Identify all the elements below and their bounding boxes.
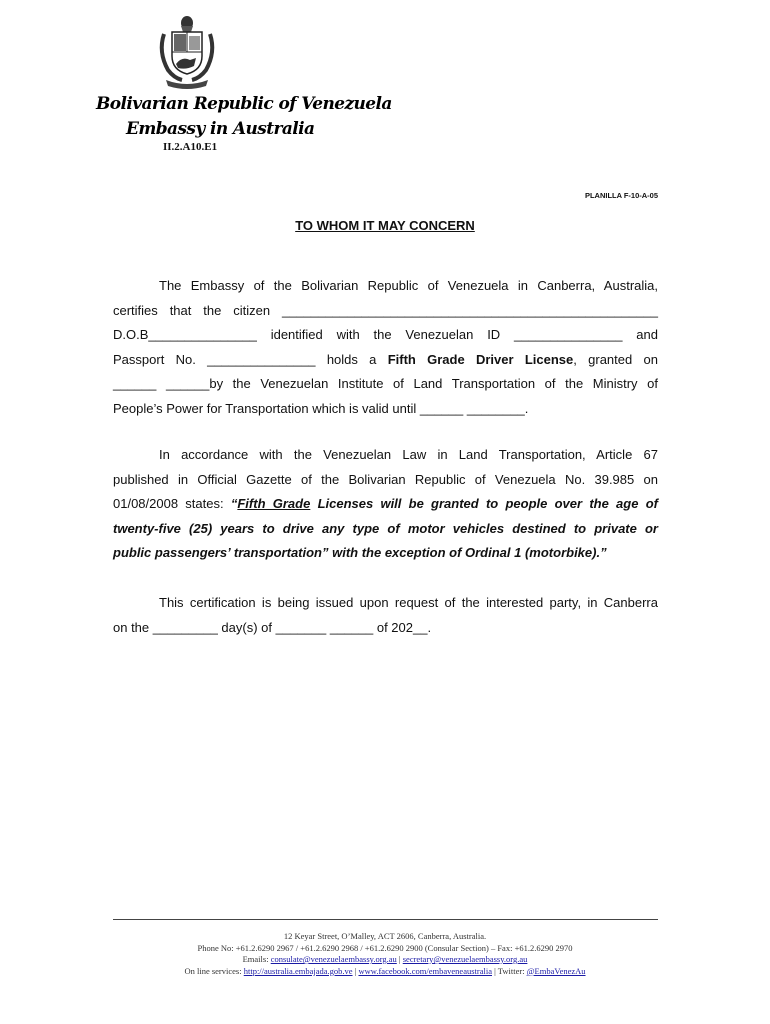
reference-code: II.2.A10.E1 [163,141,218,153]
twitter-label: | Twitter: [492,965,527,976]
document-title: TO WHOM IT MAY CONCERN [295,218,475,233]
text-line: The Embassy of the Bolivarian Republic of Venezuela in Canberra, Australia, [159,278,658,293]
text-line [113,348,658,373]
quote-mark: “ [230,496,238,511]
text-span: certifies that the citizen [113,302,271,318]
footer-phones: Phone No: +61.2.6290 2967 / +61.2.6290 2968 / +61.2.6290 2900 (Consular Section) – Fax: +61.2.6290 2970 [197,942,573,953]
grade-emphasis: Fifth Grade [237,496,311,511]
footer-address: 12 Keyar Street, O’Malley, ACT 2606, Canberra, Australia. [283,931,487,941]
footer-online-services [100,966,670,978]
form-code: PLANILLA F-10-A-05 [584,191,658,200]
paragraph-issuance [113,591,658,640]
text-line [113,299,658,324]
embassy-website-link[interactable]: http://australia.embajada.gob.ve [243,965,353,976]
text-span: Passport No. _______________ holds a [113,351,377,367]
footer-emails [100,954,670,966]
online-label: On line services: [184,965,242,976]
separator: | [396,954,403,964]
text-line: public passengers’ transportation” with the exception of Ordinal 1 (motorbike).” [113,545,607,560]
header-line-1: Bolivarian Republic of Venezuela [96,94,392,114]
footer [100,931,670,977]
paragraph-law-citation [113,443,658,566]
dob-blank: D.O.B_______________ [113,327,257,342]
citizen-name-blank: ____________________________________________________ [282,302,658,318]
license-type: Fifth Grade Driver License [387,351,574,367]
emails-label: Emails: [242,954,269,964]
facebook-link[interactable]: www.facebook.com/embaveneaustralia [358,965,492,976]
text-line: published in Official Gazette of the Bolivarian Republic of Venezuela No. 39.985 on [113,471,658,487]
text-line [113,492,658,517]
text-line: twenty-five (25) years to drive any type of motor vehicles destined to private or [113,520,658,536]
separator: | [352,965,359,976]
text-line: This certification is being issued upon request of the interested party, in Canberra [159,595,658,610]
text-span: , granted on [573,351,658,367]
text-span: Licenses will be granted to people over the age of [310,496,658,511]
twitter-link[interactable]: @EmbaVenezAu [526,965,586,976]
venezuela-coat-of-arms-icon [152,14,222,94]
text-span: 01/08/2008 states: [113,496,224,511]
consulate-email-link[interactable]: consulate@venezuelaembassy.org.au [270,954,397,964]
paragraph-certification [113,274,658,421]
text-line: In accordance with the Venezuelan Law in Land Transportation, Article 67 [159,447,658,462]
text-line: People’s Power for Transportation which is valid until ______ ________. [113,400,529,416]
coat-of-arms-seal [152,14,222,94]
header-line-2: Embassy in Australia [126,119,315,139]
secretary-email-link[interactable]: secretary@venezuelaembassy.org.au [402,954,528,964]
text-line: ______ ______by the Venezuelan Institute of Land Transportation of the Ministry of [113,376,658,391]
quote-span [231,496,658,511]
footer-divider [113,919,658,920]
text-line: on the _________ day(s) of _______ ______ of 202__. [113,619,432,635]
text-line [113,323,658,348]
text-span: identified with the Venezuelan ID _______________ and [270,327,658,342]
